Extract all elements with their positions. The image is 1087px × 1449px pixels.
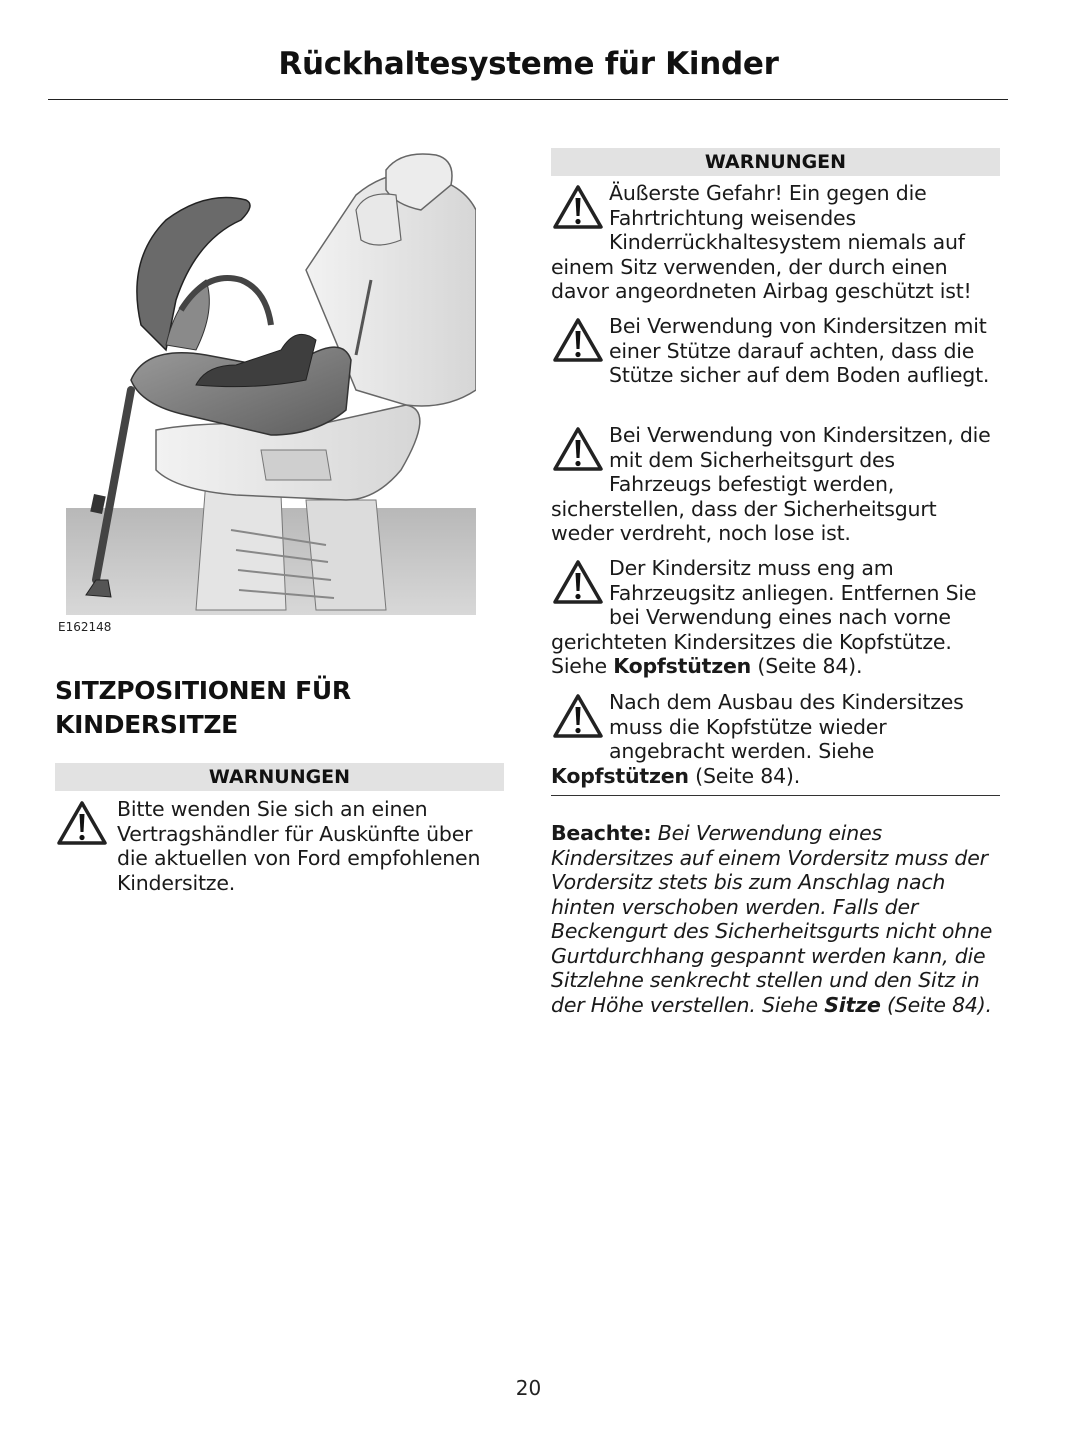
warning-triangle-icon	[551, 316, 609, 366]
warning-triangle-icon	[551, 558, 609, 608]
warnings-end-divider	[551, 795, 1000, 796]
right-warning-text-1: Äußerste Gefahr! Ein gegen die Fahrtrichtung weisendes Kinderrückhaltesystem niemals auf einem Sitz verwenden, der durch einen davor angeordneten Airbag geschützt ist!	[551, 181, 972, 303]
child-seat-illustration	[56, 150, 476, 615]
right-warning-text-4: Der Kindersitz muss eng am Fahrzeugsitz anliegen. Entfernen Sie bei Verwendung eines nach vorne gerichteten Kindersitzes die Kopfstütze. Siehe	[551, 556, 977, 678]
right-warning-item-2	[551, 314, 1003, 388]
right-warning-item-4	[551, 556, 1003, 679]
right-warning-item-1	[551, 181, 1003, 304]
warning-triangle-icon	[551, 183, 609, 233]
right-warning-text-5: Nach dem Ausbau des Kindersitzes muss die Kopfstütze wieder angebracht werden. Siehe	[609, 690, 964, 763]
figure-caption: E162148	[58, 620, 112, 634]
warning-triangle-icon	[551, 692, 609, 742]
note-text: Bei Verwendung eines Kindersitzes auf einem Vordersitz muss der Vordersitz stets bis zum Anschlag nach hinten verschoben werden. Falls der Beckengurt des Sicherheitsgurts nicht ohne Gurtdurchhang gespannt werden kann, die Sitzlehne senkrecht stellen und den Sitz in der Höhe verstellen. Siehe	[551, 821, 993, 1017]
page-reference: (Seite 84).	[688, 763, 801, 788]
section-heading-line-2: KINDERSITZE	[55, 710, 238, 739]
page-title: Rückhaltesysteme für Kinder	[278, 46, 779, 82]
warning-triangle-icon	[551, 425, 609, 475]
note-page-reference: (Seite 84).	[880, 992, 992, 1017]
section-heading	[55, 674, 505, 742]
left-warning-text: Bitte wenden Sie sich an einen Vertragshändler für Auskünfte über die aktuellen von Ford empfohlenen Kindersitze.	[117, 797, 481, 895]
note-paragraph	[551, 821, 1003, 1017]
left-warning-item	[55, 797, 507, 895]
page-reference: (Seite 84).	[751, 654, 863, 678]
title-divider	[48, 99, 1008, 100]
right-warning-item-3	[551, 423, 1003, 546]
right-warnings-header: WARNUNGEN	[551, 148, 1000, 176]
left-warnings-header: WARNUNGEN	[55, 763, 504, 791]
warning-triangle-icon	[55, 799, 113, 849]
right-warning-text-2: Bei Verwendung von Kindersitzen mit einer Stütze darauf achten, dass die Stütze sicher auf dem Boden aufliegt.	[609, 314, 990, 387]
page-number: 20	[515, 1376, 542, 1400]
section-heading-line-1: SITZPOSITIONEN FÜR	[55, 676, 351, 705]
note-label: Beachte:	[551, 821, 652, 845]
headrests-link[interactable]: Kopfstützen	[551, 763, 689, 788]
right-warning-item-5	[551, 690, 1003, 788]
right-warning-text-3: Bei Verwendung von Kindersitzen, die mit dem Sicherheitsgurt des Fahrzeugs befestigt werden, sicherstellen, dass der Sicherheitsgurt weder verdreht, noch lose ist.	[551, 423, 991, 545]
seats-link[interactable]: Sitze	[824, 992, 881, 1017]
headrests-link[interactable]: Kopfstützen	[613, 654, 752, 678]
